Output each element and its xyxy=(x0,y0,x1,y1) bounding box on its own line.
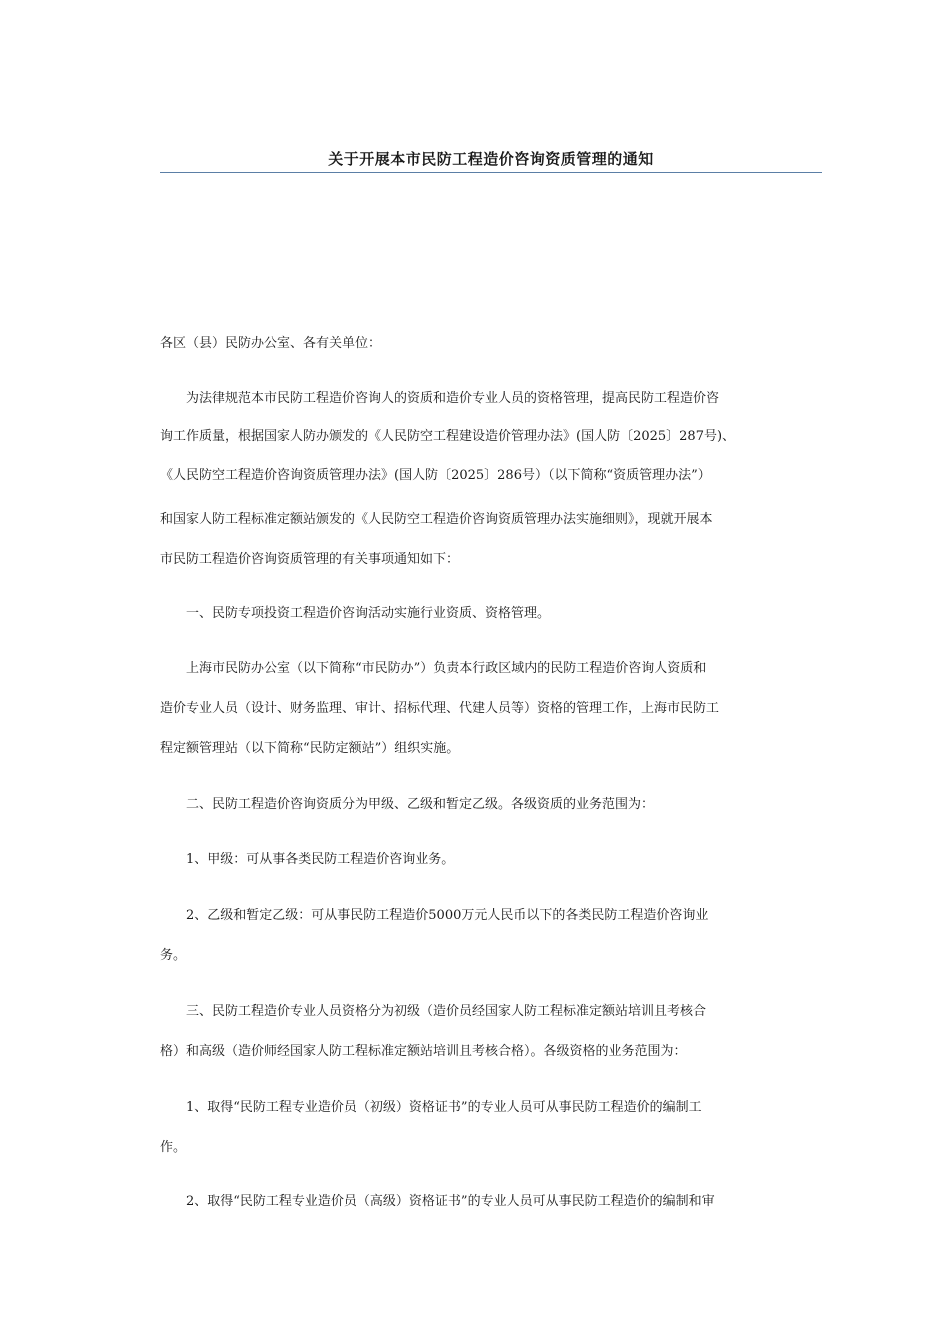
body-line: 市民防工程造价咨询资质管理的有关事项通知如下： xyxy=(160,552,460,567)
salutation: 各区（县）民防办公室、各有关单位： xyxy=(160,336,382,351)
section-heading: 格）和高级（造价师经国家人防工程标准定额站培训且考核合格）。各级资格的业务范围为： xyxy=(160,1044,687,1059)
section-heading: 二、民防工程造价咨询资质分为甲级、乙级和暂定乙级。各级资质的业务范围为： xyxy=(160,797,655,812)
body-line: 程定额管理站（以下简称“民防定额站”）组织实施。 xyxy=(160,741,460,756)
list-item: 作。 xyxy=(160,1140,187,1155)
body-line: 上海市民防办公室（以下简称“市民防办”）负责本行政区域内的民防工程造价咨询人资质和 xyxy=(160,661,707,676)
document-title: 关于开展本市民防工程造价咨询资质管理的通知 xyxy=(328,150,654,168)
body-line: 《人民防空工程造价咨询资质管理办法》(国人防〔2025〕286号）（以下简称“资质管理办法”） xyxy=(160,468,711,483)
list-item: 务。 xyxy=(160,948,187,963)
list-item: 1、甲级：可从事各类民防工程造价咨询业务。 xyxy=(160,852,455,867)
body-line: 和国家人防工程标准定额站颁发的《人民防空工程造价咨询资质管理办法实施细则》，现就开展本 xyxy=(160,512,713,527)
list-item: 2、乙级和暂定乙级：可从事民防工程造价5000万元人民币以下的各类民防工程造价咨询业 xyxy=(160,908,709,923)
list-item: 1、取得“民防工程专业造价员（初级）资格证书”的专业人员可从事民防工程造价的编制工 xyxy=(160,1100,702,1115)
section-heading: 三、民防工程造价专业人员资格分为初级（造价员经国家人防工程标准定额站培训且考核合 xyxy=(160,1004,707,1019)
title-underline xyxy=(160,172,822,173)
list-item: 2、取得“民防工程专业造价员（高级）资格证书”的专业人员可从事民防工程造价的编制和审 xyxy=(160,1194,715,1209)
body-line: 询工作质量，根据国家人防办颁发的《人民防空工程建设造价管理办法》(国人防〔2025〕287号)、 xyxy=(160,429,736,444)
section-heading: 一、民防专项投资工程造价咨询活动实施行业资质、资格管理。 xyxy=(160,606,551,621)
body-line: 造价专业人员（设计、财务监理、审计、招标代理、代建人员等）资格的管理工作，上海市民防工 xyxy=(160,701,720,716)
body-line: 为法律规范本市民防工程造价咨询人的资质和造价专业人员的资格管理，提高民防工程造价咨 xyxy=(160,391,720,406)
